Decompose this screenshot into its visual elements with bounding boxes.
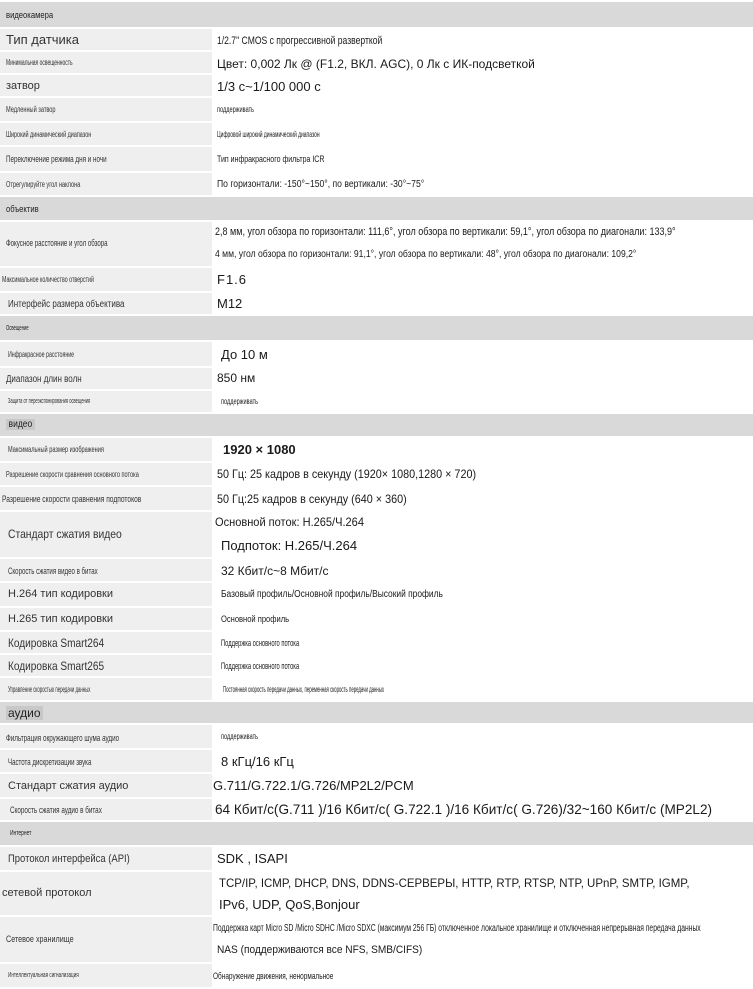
row-value-line1: Основной поток: H.265/Ч.264 xyxy=(215,515,364,529)
row-label-cell xyxy=(0,774,212,797)
row-value-cell xyxy=(213,608,753,630)
row-label-cell xyxy=(0,847,212,870)
row-ir-distance xyxy=(0,342,753,367)
row-label-cell xyxy=(0,964,212,987)
section-title: видеокамера xyxy=(6,10,54,20)
row-label: Скорость сжатия видео в битах xyxy=(8,566,98,576)
row-wdr xyxy=(0,123,753,146)
row-main-stream xyxy=(0,463,753,486)
row-slow-shutter xyxy=(0,98,753,122)
row-value-cell xyxy=(213,342,753,366)
row-value: Поддержка основного потока xyxy=(221,638,300,648)
row-value: Базовый профиль/Основной профиль/Высокий профиль xyxy=(221,589,443,600)
row-value-cell xyxy=(213,725,753,748)
row-value-cell xyxy=(213,147,753,171)
section-video xyxy=(0,414,753,437)
row-sub-stream xyxy=(0,487,753,511)
row-value-line2: Подпоток: H.265/Ч.264 xyxy=(221,538,358,553)
row-wavelength xyxy=(0,368,753,390)
row-label-cell xyxy=(0,29,212,50)
row-label: Скорость сжатия аудио в битах xyxy=(10,805,102,815)
row-label: Инфракрасное расстояние xyxy=(8,350,75,359)
row-value-cell xyxy=(213,774,753,797)
row-value-cell xyxy=(213,632,753,653)
row-label: Интеллектуальная сигнализация xyxy=(8,972,79,979)
row-label: Фокусное расстояние и угол обзора xyxy=(6,238,108,248)
row-label-cell xyxy=(0,917,212,962)
row-smart264 xyxy=(0,632,753,654)
row-label-cell xyxy=(0,583,212,606)
row-min-illumination xyxy=(0,52,753,74)
row-label-cell xyxy=(0,872,212,915)
row-value: Основной профиль xyxy=(221,614,290,624)
section-title: Освещение xyxy=(6,325,29,332)
row-value: Постоянная скорость передачи данных, переменная скорость передачи данных xyxy=(223,685,385,694)
row-label: Кодировка Smart264 xyxy=(8,636,105,650)
row-label-cell xyxy=(0,123,212,145)
section-audio xyxy=(0,702,753,724)
row-label-cell xyxy=(0,655,212,676)
section-lens xyxy=(0,197,753,221)
row-value-cell xyxy=(213,293,753,314)
row-label: Сетевое хранилище xyxy=(6,934,74,944)
row-label-cell xyxy=(0,98,212,121)
row-label-cell xyxy=(0,147,212,171)
row-label-cell xyxy=(0,608,212,630)
row-value-cell xyxy=(213,799,753,820)
row-label-cell xyxy=(0,438,212,461)
row-label-cell xyxy=(0,222,212,266)
row-label-cell xyxy=(0,391,212,412)
row-label: Протокол интерфейса (API) xyxy=(8,853,130,865)
row-value-line1: Поддержка карт Micro SD /Micro SDHC /Micro SDXC (максимум 256 ГБ) отключенное локальное хранилище и отключенная непрерывная передача данных xyxy=(213,923,701,934)
row-audio-compression xyxy=(0,774,753,798)
section-illumination xyxy=(0,316,753,341)
section-title: Интернет xyxy=(10,830,32,837)
section-network xyxy=(0,822,753,846)
row-value: поддерживать xyxy=(221,397,259,406)
row-day-night xyxy=(0,147,753,172)
row-label-cell xyxy=(0,173,212,195)
row-label: Максимальный размер изображения xyxy=(8,445,104,454)
row-angle-adjust xyxy=(0,173,753,196)
row-ir-smart xyxy=(0,391,753,413)
row-value-cell xyxy=(213,512,753,557)
row-shutter xyxy=(0,75,753,97)
row-value-cell xyxy=(213,964,753,987)
row-label: Диапазон длин волн xyxy=(6,374,82,385)
row-lens-mount xyxy=(0,293,753,315)
row-label-cell xyxy=(0,678,212,700)
row-value-cell xyxy=(213,847,753,870)
row-value-cell xyxy=(213,368,753,389)
row-sensor xyxy=(0,29,753,51)
row-label-cell xyxy=(0,559,212,581)
row-label-cell xyxy=(0,368,212,389)
row-smart-alarm xyxy=(0,964,753,988)
row-label: Максимальное количество отверстий xyxy=(2,275,94,284)
row-label: Переключение режима дня и ночи xyxy=(6,154,107,164)
row-label: Стандарт сжатия аудио xyxy=(8,780,129,792)
row-label: Управление скоростью передачи данных xyxy=(8,685,91,694)
row-storage xyxy=(0,917,753,963)
row-label: Интерфейс размера объектива xyxy=(8,299,125,310)
row-value-cell xyxy=(213,268,753,291)
row-label: Отрегулируйте угол наклона xyxy=(6,180,81,189)
row-value-cell xyxy=(213,391,753,412)
row-focal-length xyxy=(0,222,753,267)
row-label: Стандарт сжатия видео xyxy=(8,527,122,541)
row-value-line2: 4 мм, угол обзора по горизонтали: 91,1°, угол обзора по вертикали: 48°, угол обзора по диагонали: 109,2° xyxy=(215,249,637,260)
row-video-compression xyxy=(0,512,753,558)
row-value-line1: 2,8 мм, угол обзора по горизонтали: 111,6°, угол обзора по вертикали: 59,1°, угол обзора по диагонали: 133,9° xyxy=(215,226,676,238)
row-sample-rate xyxy=(0,750,753,773)
row-value-line1: TCP/IP, ICMP, DHCP, DNS, DDNS-СЕРВЕРЫ, HTTP, RTP, RTSP, NTP, UPnP, SMTP, IGMP, xyxy=(219,876,690,890)
row-label-cell xyxy=(0,463,212,485)
row-value: 50 Гц: 25 кадров в секунду (1920× 1080,1280 × 720) xyxy=(217,467,477,481)
row-label: Частота дискретизации звука xyxy=(8,757,92,767)
row-label-cell xyxy=(0,75,212,96)
row-noise-filter xyxy=(0,725,753,749)
row-value-line2: NAS (поддерживаются все NFS, SMB/CIFS) xyxy=(217,944,423,956)
row-label: Кодировка Smart265 xyxy=(8,659,105,673)
row-bitrate-control xyxy=(0,678,753,701)
section-title: видео xyxy=(6,419,35,430)
section-title: аудио xyxy=(8,706,41,720)
row-label-cell xyxy=(0,268,212,291)
row-value-cell xyxy=(213,655,753,676)
row-value-cell xyxy=(213,222,753,266)
row-value-cell xyxy=(213,559,753,581)
row-value-cell xyxy=(213,872,753,915)
row-label: Разрешение скорости сравнения основного потока xyxy=(6,470,139,479)
row-label: сетевой протокол xyxy=(2,887,92,899)
row-label-cell xyxy=(0,342,212,366)
row-value: SDK , ISAPI xyxy=(217,851,288,866)
row-label: H.264 тип кодировки xyxy=(8,588,114,600)
row-value-cell xyxy=(213,463,753,485)
row-value-line2: IPv6, UDP, QoS,Bonjour xyxy=(219,897,360,912)
row-value: 1/2.7" CMOS с прогрессивной разверткой xyxy=(217,35,383,47)
row-value: Цвет: 0,002 Лк @ (F1.2, ВКЛ. AGC), 0 Лк с ИК-подсветкой xyxy=(217,57,535,71)
row-label-cell xyxy=(0,725,212,748)
row-value: По горизонтали: -150°~150°, по вертикали: -30°~75° xyxy=(217,179,425,190)
row-label-cell xyxy=(0,512,212,557)
row-value: 1920 × 1080 xyxy=(223,442,296,457)
row-label: затвор xyxy=(6,80,40,92)
section-title: объектив xyxy=(6,204,39,214)
row-label-cell xyxy=(0,632,212,653)
row-api xyxy=(0,847,753,871)
row-h265-profile xyxy=(0,608,753,631)
row-value: 8 кГц/16 кГц xyxy=(221,754,294,769)
row-value: Поддержка основного потока xyxy=(221,661,300,671)
row-label-cell xyxy=(0,487,212,510)
row-label: Фильтрация окружающего шума аудио xyxy=(6,733,120,743)
row-value-cell xyxy=(213,52,753,73)
row-value: 50 Гц:25 кадров в секунду (640 × 360) xyxy=(217,492,407,506)
row-video-bitrate xyxy=(0,559,753,582)
row-value: 64 Кбит/с(G.711 )/16 Кбит/с( G.722.1 )/16 Кбит/с( G.726)/32~160 Кбит/с (MP2L2) xyxy=(215,801,713,817)
row-label: Защита от переэкспонирования освещения xyxy=(8,398,91,405)
row-aperture xyxy=(0,268,753,292)
row-label-cell xyxy=(0,750,212,772)
row-h264-profile xyxy=(0,583,753,607)
row-max-resolution xyxy=(0,438,753,462)
row-value: M12 xyxy=(217,296,243,311)
row-label: H.265 тип кодировки xyxy=(8,613,114,625)
row-value-cell xyxy=(213,29,753,50)
row-value-cell xyxy=(213,75,753,96)
row-value-cell xyxy=(213,917,753,962)
row-value: Цифровой широкий динамический диапазон xyxy=(217,130,320,139)
row-label: Минимальная освещенность xyxy=(6,58,73,67)
row-value: 850 нм xyxy=(217,371,256,385)
row-value: G.711/G.722.1/G.726/MP2L2/PCM xyxy=(213,778,414,793)
row-value-cell xyxy=(213,173,753,195)
row-label: Широкий динамический диапазон xyxy=(6,130,92,139)
row-value: До 10 м xyxy=(221,347,268,362)
row-label-cell xyxy=(0,293,212,314)
row-value: Тип инфракрасного фильтра ICR xyxy=(217,154,325,164)
row-value-cell xyxy=(213,750,753,772)
row-value: F1.6 xyxy=(217,272,248,287)
row-label-cell xyxy=(0,52,212,73)
row-value: 1/3 с~1/100 000 с xyxy=(217,79,321,94)
row-value: поддерживать xyxy=(221,732,259,741)
row-audio-bitrate xyxy=(0,799,753,821)
row-label-cell xyxy=(0,799,212,820)
row-value-cell xyxy=(213,123,753,145)
row-value: 32 Кбит/с~8 Мбит/с xyxy=(221,564,329,578)
row-value-cell xyxy=(213,487,753,510)
row-value-cell xyxy=(213,583,753,606)
row-label: Медленный затвор xyxy=(6,105,56,114)
row-value: Обнаружение движения, ненормальное xyxy=(213,971,334,981)
row-value-cell xyxy=(213,98,753,121)
row-label: Тип датчика xyxy=(6,32,80,47)
row-label: Разрешение скорости сравнения подпотоков xyxy=(2,494,142,504)
section-camera xyxy=(0,2,753,28)
row-protocols xyxy=(0,872,753,916)
row-value: поддерживать xyxy=(217,105,255,114)
row-smart265 xyxy=(0,655,753,677)
row-value-cell xyxy=(213,678,753,700)
row-value-cell xyxy=(213,438,753,461)
